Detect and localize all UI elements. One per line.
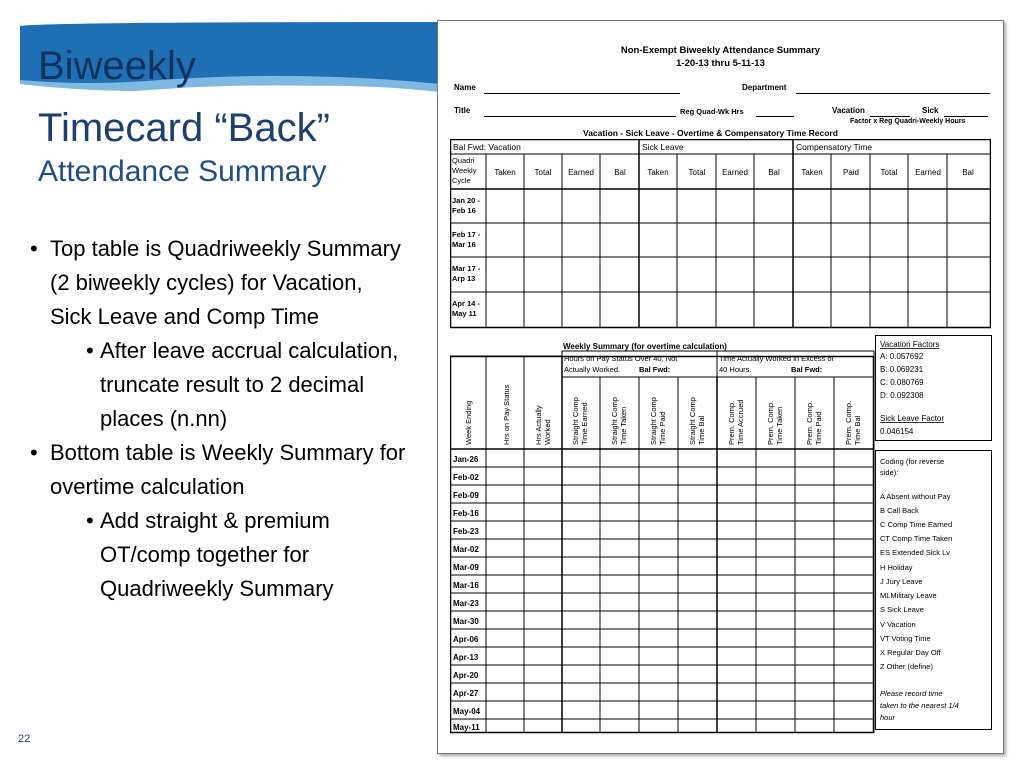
group1-text-a: Hours on Pay Status Over 40, Not bbox=[564, 354, 678, 363]
bullet-dot-icon: • bbox=[86, 508, 94, 533]
svg-text:Time Taken: Time Taken bbox=[775, 406, 784, 445]
col-header: Earned bbox=[722, 168, 748, 177]
vacation-factor-item: B: 0.069231 bbox=[880, 365, 924, 374]
group1-text-b: Actually Worked. bbox=[564, 365, 621, 374]
col-header: Taken bbox=[494, 168, 516, 177]
coding-item: C Comp Time Earned bbox=[880, 520, 953, 529]
coding-item: H Holiday bbox=[880, 563, 913, 572]
form-date-range: 1-20-13 thru 5-11-13 bbox=[676, 58, 765, 69]
col-header: Taken bbox=[647, 168, 669, 177]
col-header: Total bbox=[534, 168, 552, 177]
cycle-row-label-1: Jan 20 - bbox=[452, 196, 480, 205]
col-header: Total bbox=[688, 168, 706, 177]
svg-text:Hrs Actually: Hrs Actually bbox=[534, 405, 543, 445]
reg-quad-line bbox=[756, 116, 794, 117]
title-line bbox=[484, 116, 676, 117]
title-line-1: Biweekly bbox=[38, 44, 196, 88]
coding-heading-2: side): bbox=[880, 468, 899, 477]
vacation-line bbox=[870, 116, 910, 117]
slide-title bbox=[38, 46, 330, 188]
week-row: Mar-09 bbox=[453, 563, 479, 572]
svg-text:Time Bal: Time Bal bbox=[697, 415, 706, 445]
col-prem-taken bbox=[766, 401, 784, 445]
bullet-dot-icon: • bbox=[86, 338, 94, 363]
coding-item: VT Voting Time bbox=[880, 634, 931, 643]
department-label: Department bbox=[742, 83, 787, 92]
group2-text-b: 40 Hours. bbox=[719, 365, 752, 374]
week-row: Mar-23 bbox=[453, 599, 479, 608]
cycle-row-label-4: Apr 14 - bbox=[452, 299, 480, 308]
col-header: Bal bbox=[614, 168, 626, 177]
factors-panel bbox=[875, 335, 995, 735]
weekly-summary-table bbox=[450, 341, 875, 735]
cycle-row-label-4b: May 11 bbox=[452, 309, 477, 318]
week-row: Mar-30 bbox=[453, 617, 479, 626]
svg-text:Straight Comp: Straight Comp bbox=[610, 397, 619, 445]
coding-item: V Vacation bbox=[880, 620, 916, 629]
col-header: Taken bbox=[801, 168, 823, 177]
factor-note: Factor x Reg Quadri-Weekly Hours bbox=[850, 118, 966, 125]
group1-bal: Bal Fwd: bbox=[639, 365, 671, 374]
cycle-row-label-3b: Arp 13 bbox=[452, 274, 476, 283]
sub-bullet-item bbox=[30, 504, 410, 606]
svg-text:Straight Comp: Straight Comp bbox=[571, 397, 580, 445]
svg-text:Prem. Comp.: Prem. Comp. bbox=[766, 400, 775, 445]
vacation-factor-item: D: 0.092308 bbox=[880, 391, 924, 400]
col-header: Earned bbox=[915, 168, 941, 177]
bullet-dot-icon: • bbox=[30, 440, 38, 465]
coding-note-2: taken to the nearest 1/4 bbox=[880, 701, 959, 710]
cycle-header-1: Quadri bbox=[452, 156, 475, 165]
sub-bullet-item bbox=[30, 334, 410, 436]
col-straight-earned bbox=[571, 397, 589, 445]
svg-text:Straight Comp: Straight Comp bbox=[688, 397, 697, 445]
week-row: Feb-23 bbox=[453, 527, 479, 536]
bullet-item bbox=[30, 232, 410, 334]
name-label: Name bbox=[454, 83, 476, 92]
col-header: Total bbox=[880, 168, 898, 177]
section-heading: Vacation - Sick Leave - Overtime & Compensatory Time Record bbox=[583, 128, 838, 138]
quadriweekly-table bbox=[450, 139, 991, 329]
svg-text:Prem. Comp.: Prem. Comp. bbox=[844, 400, 853, 445]
bullet-text: Top table is Quadriweekly Summary (2 biweekly cycles) for Vacation, Sick Leave and Comp Time bbox=[50, 236, 401, 329]
coding-item: B Call Back bbox=[880, 506, 919, 515]
coding-heading-1: Coding (for reverse bbox=[880, 457, 945, 466]
bullet-text: Add straight & premium OT/comp together for Quadriweekly Summary bbox=[100, 508, 334, 601]
vacation-factor-item: A: 0.057692 bbox=[880, 352, 924, 361]
bullet-text: Bottom table is Weekly Summary for overtime calculation bbox=[50, 440, 406, 499]
attendance-summary-form bbox=[437, 20, 1004, 754]
svg-text:Time Bal: Time Bal bbox=[853, 415, 862, 445]
title-line-2: Timecard “Back” bbox=[38, 106, 330, 150]
group-comp-header: Compensatory Time bbox=[796, 142, 873, 152]
cycle-header-2: Weekly bbox=[452, 166, 477, 175]
bullet-text: After leave accrual calculation, truncate result to 2 decimal places (n.nn) bbox=[100, 338, 399, 431]
week-row: Apr-27 bbox=[453, 689, 479, 698]
svg-text:Time Earned: Time Earned bbox=[580, 402, 589, 445]
col-prem-paid bbox=[805, 401, 823, 445]
bullet-list bbox=[30, 232, 410, 606]
coding-item: MLMilitary Leave bbox=[880, 591, 937, 600]
col-header: Paid bbox=[842, 168, 860, 177]
col-header: Bal bbox=[962, 168, 974, 177]
sick-factor-value: 0.046154 bbox=[880, 427, 914, 436]
coding-item: X Regular Day Off bbox=[880, 648, 941, 657]
svg-text:Prem. Comp.: Prem. Comp. bbox=[805, 400, 814, 445]
sick-factor-heading: Sick Leave Factor bbox=[880, 414, 945, 423]
coding-item: J Jury Leave bbox=[880, 577, 923, 586]
week-row: Feb-09 bbox=[453, 491, 479, 500]
weekly-heading: Weekly Summary (for overtime calculation) bbox=[563, 342, 727, 351]
sick-line bbox=[944, 116, 988, 117]
bullet-item bbox=[30, 436, 410, 504]
col-straight-bal bbox=[688, 397, 706, 445]
week-row: Feb-16 bbox=[453, 509, 479, 518]
svg-text:Prem. Comp.: Prem. Comp. bbox=[727, 400, 736, 445]
col-prem-bal bbox=[844, 401, 862, 445]
vacation-factor-item: C: 0.080769 bbox=[880, 378, 924, 387]
svg-text:Time Paid: Time Paid bbox=[658, 411, 667, 445]
sick-label: Sick bbox=[922, 106, 939, 115]
week-row: Mar-02 bbox=[453, 545, 479, 554]
vacation-factors-heading: Vacation Factors bbox=[880, 340, 940, 349]
col-straight-paid bbox=[649, 397, 667, 445]
name-line bbox=[484, 93, 680, 94]
form-title: Non-Exempt Biweekly Attendance Summary bbox=[620, 45, 821, 56]
week-row: May-11 bbox=[453, 723, 480, 732]
cycle-row-label-1b: Feb 16 bbox=[452, 206, 476, 215]
svg-text:Time Paid: Time Paid bbox=[814, 411, 823, 445]
col-header: Bal bbox=[768, 168, 780, 177]
svg-text:Straight Comp: Straight Comp bbox=[649, 397, 658, 445]
coding-note-1: Please record time bbox=[880, 689, 943, 698]
cycle-row-label-3: Mar 17 - bbox=[452, 264, 481, 273]
svg-text:Time Taken: Time Taken bbox=[619, 406, 628, 445]
svg-text:Worked: Worked bbox=[543, 419, 552, 445]
week-row: Feb-02 bbox=[453, 473, 479, 482]
col-hrs-pay-status: Hrs on Pay Status bbox=[502, 384, 511, 445]
reg-quad-label: Reg Quad-Wk Hrs bbox=[680, 107, 744, 116]
group-sick-header: Sick Leave bbox=[642, 142, 684, 152]
week-row: Apr-13 bbox=[453, 653, 479, 662]
slide-subtitle: Attendance Summary bbox=[38, 155, 327, 188]
department-line bbox=[796, 93, 990, 94]
cycle-header-3: Cycle bbox=[452, 176, 471, 185]
coding-item: Z Other (define) bbox=[880, 662, 933, 671]
svg-text:Time Accrued: Time Accrued bbox=[736, 399, 745, 445]
cycle-row-label-2: Feb 17 - bbox=[452, 230, 481, 239]
col-prem-accrued bbox=[727, 399, 745, 445]
coding-item: CT Comp Time Taken bbox=[880, 534, 953, 543]
col-header: Earned bbox=[568, 168, 594, 177]
coding-item: ES Extended Sick Lv bbox=[880, 548, 951, 557]
group-vacation-header: Bal Fwd: Vacation bbox=[453, 142, 521, 152]
bullet-dot-icon: • bbox=[30, 236, 38, 261]
coding-note-3: hour bbox=[880, 713, 896, 722]
col-hrs-actually-worked bbox=[534, 405, 552, 445]
week-row: Jan-26 bbox=[453, 455, 479, 464]
title-label: Title bbox=[454, 106, 471, 115]
group2-text-a: Time Actually Worked in Excess of bbox=[719, 354, 834, 363]
week-row: Apr-06 bbox=[453, 635, 479, 644]
week-row: Mar-16 bbox=[453, 581, 479, 590]
week-row: Apr-20 bbox=[453, 671, 479, 680]
vacation-label: Vacation bbox=[832, 106, 865, 115]
coding-item: A Absent without Pay bbox=[880, 492, 951, 501]
group2-bal: Bal Fwd: bbox=[791, 365, 823, 374]
col-straight-taken bbox=[610, 397, 628, 445]
col-week-ending: Week Ending bbox=[464, 400, 473, 445]
coding-item: S Sick Leave bbox=[880, 605, 924, 614]
cycle-row-label-2b: Mar 16 bbox=[452, 240, 476, 249]
page-number: 22 bbox=[18, 733, 31, 745]
week-row: May-04 bbox=[453, 707, 481, 716]
